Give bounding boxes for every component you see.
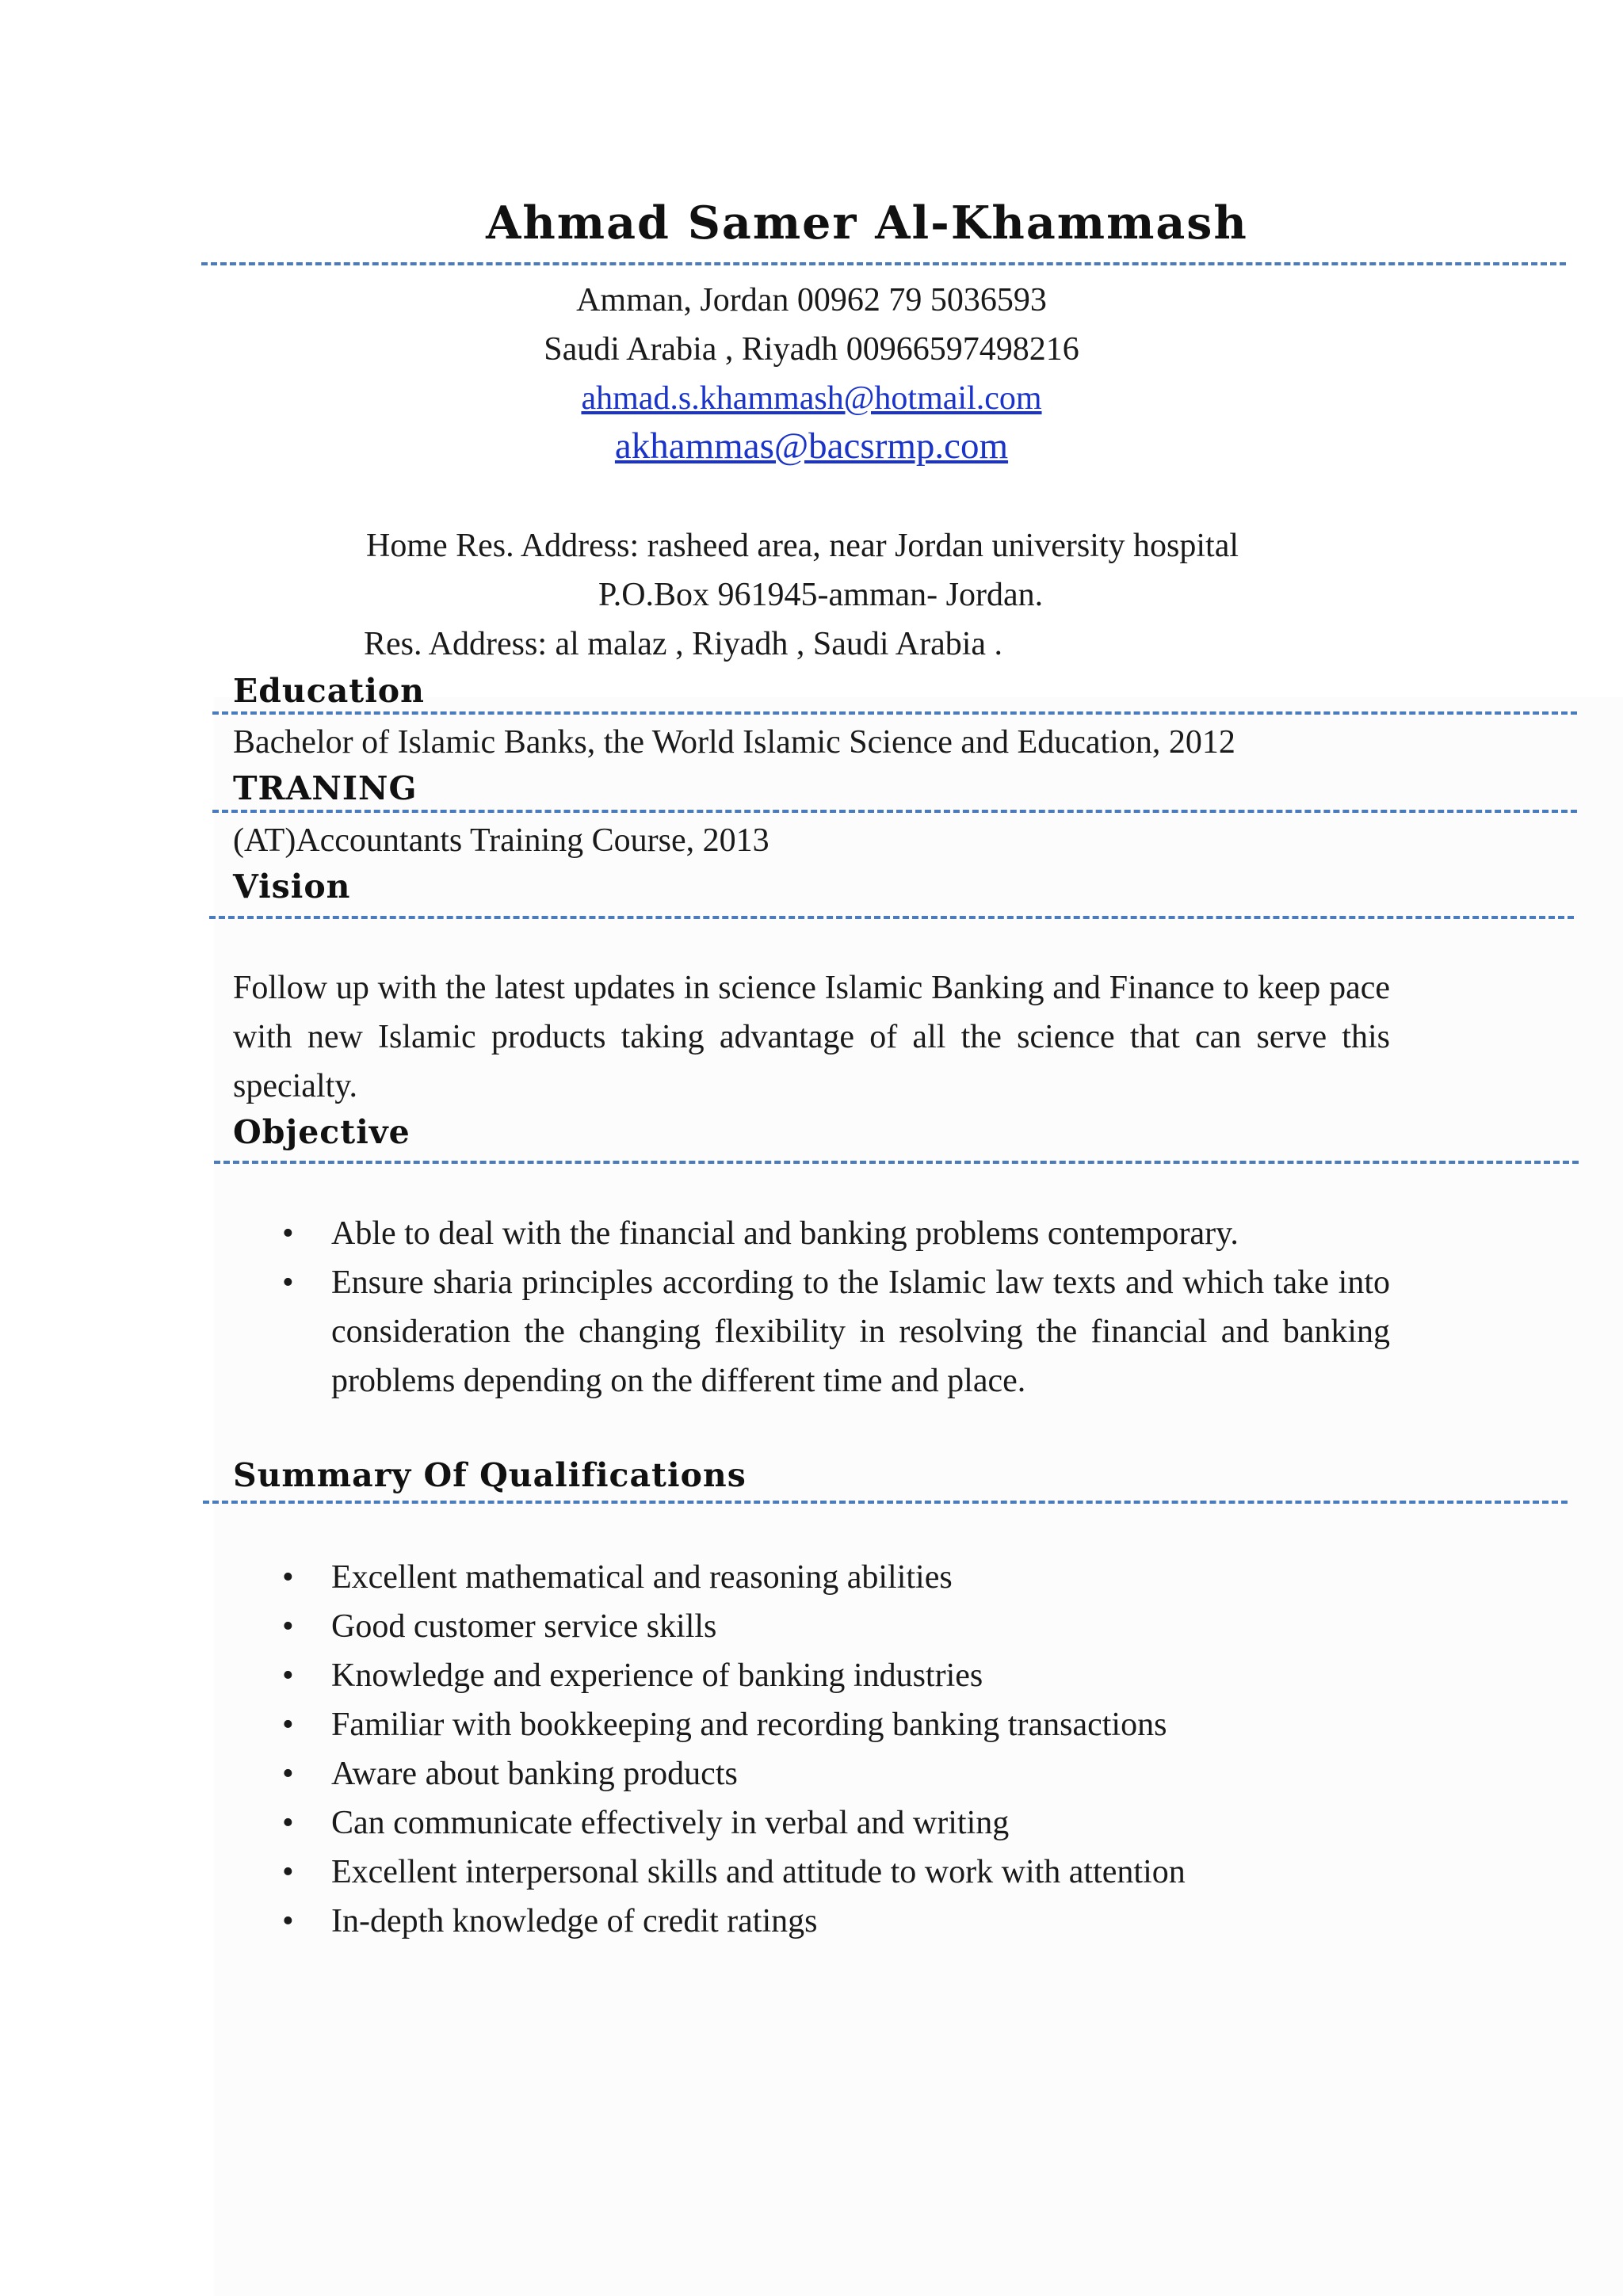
bullet-icon: •	[282, 1854, 294, 1890]
education-entry: Bachelor of Islamic Banks, the World Islamic Science and Education, 2012	[233, 724, 1235, 761]
section-title-vision: Vision	[233, 868, 351, 906]
email-link-bacsrmp[interactable]: akhammas@bacsrmp.com	[614, 425, 1009, 467]
section-title-training: TRANING	[233, 769, 418, 807]
qualification-item-text: Good customer service skills	[331, 1608, 717, 1645]
section-title-education: Education	[233, 672, 425, 710]
qualification-item-text: Can communicate effectively in verbal and writing	[331, 1805, 1010, 1841]
bullet-icon: •	[282, 1903, 294, 1939]
bullet-icon: •	[282, 1657, 294, 1694]
bullet-icon: •	[282, 1756, 294, 1792]
qualification-item	[233, 1602, 1390, 1651]
qualification-item-text: Knowledge and experience of banking industries	[331, 1657, 983, 1694]
objective-item	[233, 1258, 1390, 1405]
applicant-name: Ahmad Samer Al-Khammash	[486, 196, 1248, 250]
name-divider	[201, 262, 1566, 265]
qualification-item	[233, 1749, 1390, 1798]
qualification-item	[233, 1848, 1390, 1897]
training-entry: (AT)Accountants Training Course, 2013	[233, 822, 769, 859]
qualification-item-text: Familiar with bookkeeping and recording banking transactions	[331, 1707, 1167, 1743]
qualification-item	[233, 1798, 1390, 1848]
bullet-icon: •	[282, 1608, 294, 1645]
email-bacsrmp-wrap	[0, 421, 1623, 472]
objective-divider	[214, 1161, 1579, 1164]
objective-list	[233, 1209, 1390, 1405]
contact-phone-saudi: Saudi Arabia , Riyadh 00966597498216	[544, 331, 1079, 368]
qualification-item-text: In-depth knowledge of credit ratings	[331, 1903, 818, 1939]
vision-paragraph: Follow up with the latest updates in science Islamic Banking and Finance to keep pace with new Islamic products taking advantage of all the science that can serve this specialty.	[233, 970, 1390, 1104]
page-background-panel	[214, 697, 1623, 2296]
po-box: P.O.Box 961945-amman- Jordan.	[598, 577, 1044, 613]
contact-phone-jordan: Amman, Jordan 00962 79 5036593	[576, 282, 1047, 318]
training-divider	[212, 810, 1577, 813]
bullet-icon: •	[282, 1805, 294, 1841]
vision-divider	[209, 916, 1574, 919]
qualification-item	[233, 1651, 1390, 1700]
email-link-hotmail[interactable]: ahmad.s.khammash@hotmail.com	[581, 380, 1042, 417]
qualifications-divider	[203, 1501, 1568, 1504]
qualification-item-text: Aware about banking products	[331, 1756, 738, 1792]
qualifications-list	[233, 1553, 1390, 1946]
bullet-icon: •	[282, 1559, 294, 1596]
objective-item-text: Ensure sharia principles according to the Islamic law texts and which take into consideration the changing flexibility in resolving the financial and banking problems depending on the different time and place.	[331, 1264, 1390, 1399]
section-title-objective: Objective	[233, 1113, 411, 1151]
bullet-icon: •	[282, 1264, 294, 1301]
riyadh-address: Res. Address: al malaz , Riyadh , Saudi Arabia .	[364, 626, 1003, 662]
qualification-item	[233, 1897, 1390, 1946]
education-divider	[212, 711, 1577, 715]
home-address: Home Res. Address: rasheed area, near Jordan university hospital	[366, 528, 1239, 564]
bullet-icon: •	[282, 1707, 294, 1743]
section-title-qualifications: Summary Of Qualifications	[233, 1456, 747, 1494]
qualification-item-text: Excellent mathematical and reasoning abilities	[331, 1559, 953, 1596]
objective-item-text: Able to deal with the financial and banking problems contemporary.	[331, 1215, 1239, 1252]
qualification-item	[233, 1553, 1390, 1602]
email-hotmail-wrap	[0, 374, 1623, 423]
qualification-item	[233, 1700, 1390, 1749]
objective-item	[233, 1209, 1390, 1258]
bullet-icon: •	[282, 1215, 294, 1252]
qualification-item-text: Excellent interpersonal skills and attitude to work with attention	[331, 1854, 1186, 1890]
